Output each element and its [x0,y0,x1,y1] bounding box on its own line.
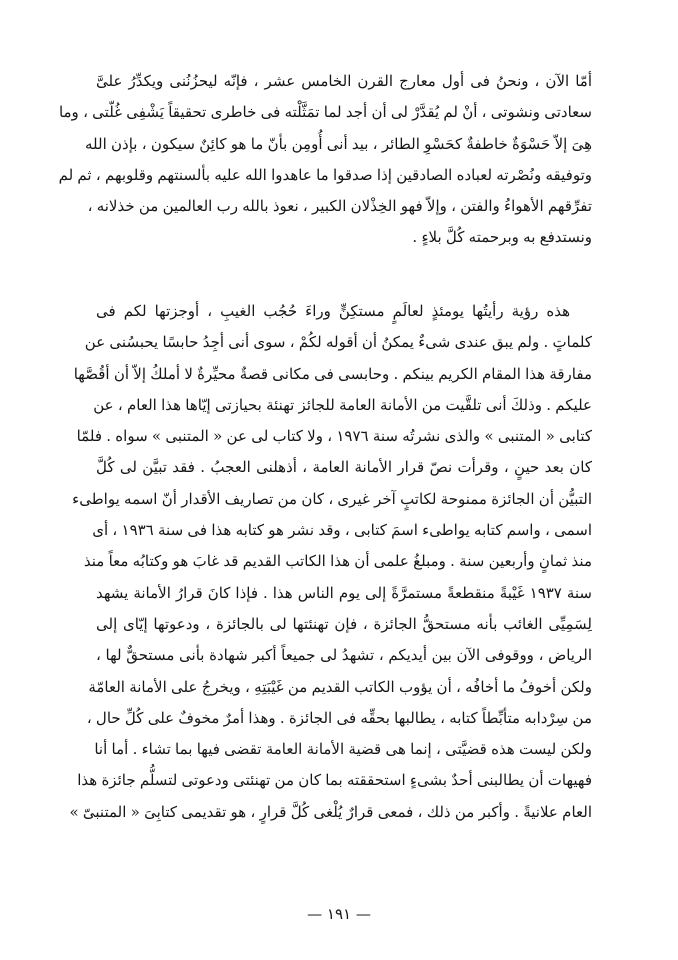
text-line: سعادتى ونشوتى ، أنْ لم يُقدَّرْ لى أن أجد لما تمَثَّلْته فى خاطرى تحقيقاً يَشْفِى غُلّتى ، وما [58,103,592,122]
text-line: ولكن أخوفُ ما أخافُه ، أن يؤوب الكاتب القديم من غَيْبَتِهِ ، ويخرجُ على الأمانة العامّة [88,677,592,696]
text-line: فهيهات أن يطالبنى أحدٌ بشىءٍ استحققته بما كان من تهنئتى ودعوتى لتسلُّم جائزة هذا [77,771,592,790]
paragraph-2 [69,296,592,828]
text-line: أمّا الآن ، ونحنُ فى أول معارج القرن الخامس عشر ، فإنّه ليحزُنُنى ويكدِّرُ علىَّ [96,72,592,90]
text-line: لِسَمِيِّى الغائب بأنه مستحقُّ الجائزة ، فإن تهنئتها لى بالجائزة ، ودعوتها إيّاى إلى [96,614,592,633]
text-line: وتوفيقه ونُصْرته لعباده الصادقين إذا صدقوا ما عاهدوا الله عليه بألسنتهم وقلوبهم ، ثم لم [58,165,592,184]
text-line: ونستدفع به وبرحمته كُلَّ بلاءٍ . [412,228,592,247]
text-line: هذه رؤية رأيتُها يومئذٍ لعالَمٍ مستكِنٍّ وراءَ حُجُب الغيبِ ، أوجزتها لكم فى [96,302,570,320]
text-line: مفارقة هذا المقام الكريم بينكم . وحابسى فى مكانى قصةٌ محيِّرةٌ لا أملكُ إلاّ أن أقُصَّها [73,364,592,383]
text-line: كلماتٍ . ولم يبق عندى شىءٌ يمكنُ أن أقوله لكُمْ ، سوى أنى أجِدُ حابسًا يحبسُنى عن [84,333,592,352]
text-line: كتابى « المتنبى » والذى نشرتُه سنة ١٩٧٦ ، ولا كتاب لى عن « المتنبى » سواه . فلمّا [76,427,592,446]
text-line: منذ ثمانٍ وأربعين سنة . ومبلغُ علمى أن هذا الكاتب القديم قد غابَ هو وكتابُه معاً منذ [83,552,592,571]
text-line: اسمى ، واسم كتابه يواطىء اسمَ كتابى ، وقد نشر هو كتابه هذا فى سنة ١٩٣٦ ، أى [92,521,592,540]
text-line: كان بعد حينٍ ، وقرأت نصّ قرار الأمانة العامة ، أذهلنى العجبُ . فقد تبيَّن لى كُلَّ [96,458,592,477]
text-line: هِىَ إلاّ حَسْوَةٌ خاطفةٌ كحَسْوِ الطائر ، بيد أنى أُومِن بأنّ ما هو كائِنٌ سيكون ، بإذن الله [84,134,592,153]
page-number: — ١٩١ — [307,905,371,923]
text-line: تفرِّقهم الأهواءُ والفتن ، وإلاّ فهو الخِذْلان الكبير ، نعوذ بالله رب العالمين من خذلانه ، [87,197,592,216]
paragraph-1 [58,66,592,254]
text-line: العام علانيةً . وأكبر من ذلك ، فمعى قرارٌ يُلْغى كُلَّ قرارٍ ، هو تقديمى كتابِىَ « المتنبىّ » [69,802,592,821]
text-line: من سِرْدابه متأبِّطاً كتابه ، يطالبها بحقِّه فى الجائزة . وهذا أمرٌ مخوفٌ على كُلِّ حال ، [86,708,592,727]
text-line: التبيُّن أن الجائزة ممنوحة لكاتبٍ آخر غيرى ، كان من تصاريف الأقدار أنّ اسمه يواطىء [72,489,592,508]
text-line: سنة ١٩٣٧ غَيْبةً منقطعةً مستمرَّةً إلى يوم الناس هذا . فإذا كانَ قرارُ الأمانة يشهد [96,583,592,602]
text-line: الرياض ، ووقوفى الآن بين أيديكم ، تشهدُ لى جميعاً أكبر شهادة بأنى مستحقٌّ لها ، [96,646,592,665]
text-line: عليكم . وذلكَ أنى تلقَّيت من الأمانة العامة للجائز تهنئة بحيازتى إيّاها هذا العام ، عن [93,395,592,414]
text-line: ولكن ليست هذه قضيَّتى ، إنما هى قضية الأمانة العامة تقضى فيها بما تشاء . أما أنا [94,740,592,759]
